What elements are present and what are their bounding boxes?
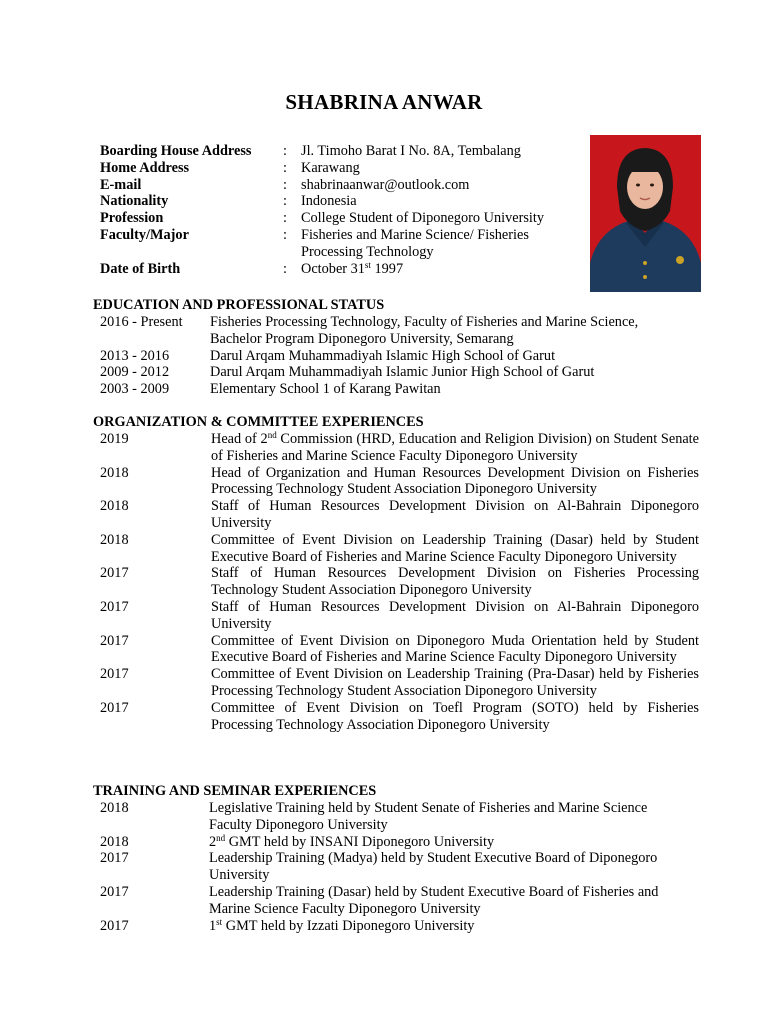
entry-description: Staff of Human Resources Development Division on Al-Bahrain Diponegoro University	[211, 498, 699, 531]
info-label: Boarding House Address	[100, 143, 252, 159]
entry-text: GMT held by Izzati Diponegoro University	[222, 917, 475, 934]
info-value	[301, 261, 580, 278]
dob-year: 1997	[370, 260, 404, 277]
entry-year: 2003 - 2009	[100, 381, 170, 398]
education-section	[93, 297, 703, 398]
entry-year: 2017	[100, 598, 129, 615]
profile-photo	[590, 135, 701, 292]
info-colon: :	[283, 143, 287, 159]
info-value: Karawang	[301, 159, 360, 176]
list-item	[93, 918, 703, 935]
list-item	[93, 465, 703, 499]
entry-year: 2018	[100, 498, 129, 515]
entry-year: 2018	[100, 531, 129, 548]
entry-text: Commission (HRD, Education and Religion Division) on Student Senate of Fisheries and Marine Science Faculty Diponegoro University	[211, 431, 700, 464]
entry-year: 2017	[100, 917, 129, 934]
info-colon: :	[283, 210, 287, 227]
entry-description: Head of Organization and Human Resources Development Division on Fisheries Processing Technology Student Association Diponegoro University	[211, 464, 699, 498]
entry-description: Darul Arqam Muhammadiyah Islamic Junior High School of Garut	[210, 364, 595, 381]
entry-text: Head of 2	[211, 431, 268, 447]
list-item	[93, 532, 703, 566]
ordinal-suffix: nd	[267, 430, 277, 440]
list-item	[93, 599, 703, 633]
info-row-date-of-birth	[100, 261, 580, 278]
entry-description: Committee of Event Division on Diponegoro Muda Orientation held by Student Executive Board of Fisheries and Marine Science Faculty Diponegoro University	[211, 632, 699, 666]
info-row-profession	[100, 210, 580, 227]
entry-description: Committee of Event Division on Leadership Training (Dasar) held by Student Executive Board of Fisheries and Marine Science Faculty Diponegoro University	[211, 531, 699, 565]
entry-description: Staff of Human Resources Development Division on Al-Bahrain Diponegoro University	[211, 598, 699, 632]
entry-year: 2017	[100, 666, 129, 683]
entry-description: Committee of Event Division on Toefl Program (SOTO) held by Fisheries Processing Technology Association Diponegoro University	[211, 699, 699, 733]
entry-line: Bachelor Program Diponegoro University, Semarang	[210, 330, 514, 347]
entry-year: 2017	[100, 883, 129, 900]
entry-line: Leadership Training (Madya) held by Student Executive Board of Diponegoro	[209, 850, 658, 867]
info-row-nationality	[100, 193, 580, 210]
entry-year: 2017	[100, 632, 129, 649]
section-title: ORGANIZATION & COMMITTEE EXPERIENCES	[93, 414, 424, 430]
info-colon: :	[283, 159, 287, 176]
resume-name: SHABRINA ANWAR	[285, 90, 483, 114]
list-item	[93, 364, 703, 381]
entry-description: Darul Arqam Muhammadiyah Islamic High School of Garut	[210, 347, 556, 364]
list-item	[93, 314, 703, 348]
list-item	[93, 834, 703, 851]
entry-description: Committee of Event Division on Leadership Training (Pra-Dasar) held by Fisheries Processing Technology Student Association Diponegoro University	[211, 666, 699, 699]
personal-info	[100, 143, 580, 277]
ordinal-suffix: nd	[216, 832, 226, 843]
list-item	[93, 850, 703, 884]
entry-description	[209, 834, 699, 851]
email-value: shabrinaanwar@outlook.com	[301, 176, 470, 193]
info-row-home-address	[100, 160, 580, 177]
organization-section	[93, 414, 703, 733]
list-item	[93, 884, 703, 918]
entry-year: 2009 - 2012	[100, 364, 170, 381]
entry-description	[210, 314, 702, 348]
ordinal-suffix: st	[216, 916, 223, 927]
info-label: Nationality	[100, 193, 169, 210]
entry-line: Leadership Training (Dasar) held by Student Executive Board of Fisheries and	[209, 883, 659, 900]
training-section	[93, 783, 703, 934]
info-label: E-mail	[100, 176, 142, 193]
entry-description	[209, 884, 699, 918]
list-item	[93, 381, 703, 398]
dob-text: October 31	[301, 260, 365, 277]
info-row-boarding-address	[100, 143, 580, 160]
info-row-faculty-major	[100, 227, 580, 261]
entry-year: 2017	[100, 850, 129, 867]
info-value	[301, 227, 580, 261]
info-colon: :	[283, 260, 287, 277]
info-value: Indonesia	[301, 193, 357, 210]
entry-description: Staff of Human Resources Development Division on Fisheries Processing Technology Student Association Diponegoro University	[211, 565, 699, 599]
entry-description	[211, 431, 699, 465]
info-colon: :	[283, 193, 287, 210]
entry-year: 2018	[100, 464, 129, 481]
section-title: TRAINING AND SEMINAR EXPERIENCES	[93, 783, 377, 799]
dob-ordinal: st	[364, 259, 371, 270]
info-colon: :	[283, 176, 287, 193]
info-row-email	[100, 177, 580, 194]
info-colon: :	[283, 226, 287, 243]
list-item	[93, 800, 703, 834]
entry-year: 2017	[100, 699, 129, 716]
info-value: College Student of Diponegoro University	[301, 210, 545, 227]
entry-line: University	[209, 867, 270, 884]
list-item	[93, 498, 703, 532]
entry-year: 2013 - 2016	[100, 347, 170, 364]
list-item	[93, 565, 703, 599]
info-value-line: Processing Technology	[301, 243, 434, 260]
section-title: EDUCATION AND PROFESSIONAL STATUS	[93, 297, 385, 313]
entry-year: 2016 - Present	[100, 314, 183, 330]
entry-line: Legislative Training held by Student Senate of Fisheries and Marine Science	[209, 800, 648, 816]
list-item	[93, 431, 703, 465]
entry-line: Faculty Diponegoro University	[209, 816, 388, 833]
info-value-line: Fisheries and Marine Science/ Fisheries	[301, 226, 529, 243]
list-item	[93, 666, 703, 700]
entry-description: Elementary School 1 of Karang Pawitan	[210, 381, 441, 398]
portrait-illustration	[590, 135, 701, 292]
entry-year: 2017	[100, 565, 129, 582]
info-label: Profession	[100, 210, 164, 227]
entry-description	[209, 918, 699, 935]
info-label: Faculty/Major	[100, 226, 189, 243]
list-item	[93, 633, 703, 667]
entry-description	[209, 800, 699, 834]
list-item	[93, 700, 703, 734]
info-value: Jl. Timoho Barat I No. 8A, Tembalang	[301, 143, 521, 159]
entry-text: 2	[209, 833, 217, 850]
info-label: Home Address	[100, 159, 190, 176]
entry-year: 2018	[100, 800, 129, 816]
entry-description	[209, 850, 699, 884]
entry-year: 2019	[100, 431, 129, 447]
list-item	[93, 348, 703, 365]
entry-text: GMT held by INSANI Diponegoro University	[225, 833, 495, 850]
entry-line: Fisheries Processing Technology, Faculty of Fisheries and Marine Science,	[210, 314, 639, 330]
entry-line: Marine Science Faculty Diponegoro University	[209, 900, 481, 917]
entry-year: 2018	[100, 833, 129, 850]
info-label: Date of Birth	[100, 260, 181, 277]
entry-text: 1	[209, 917, 217, 934]
